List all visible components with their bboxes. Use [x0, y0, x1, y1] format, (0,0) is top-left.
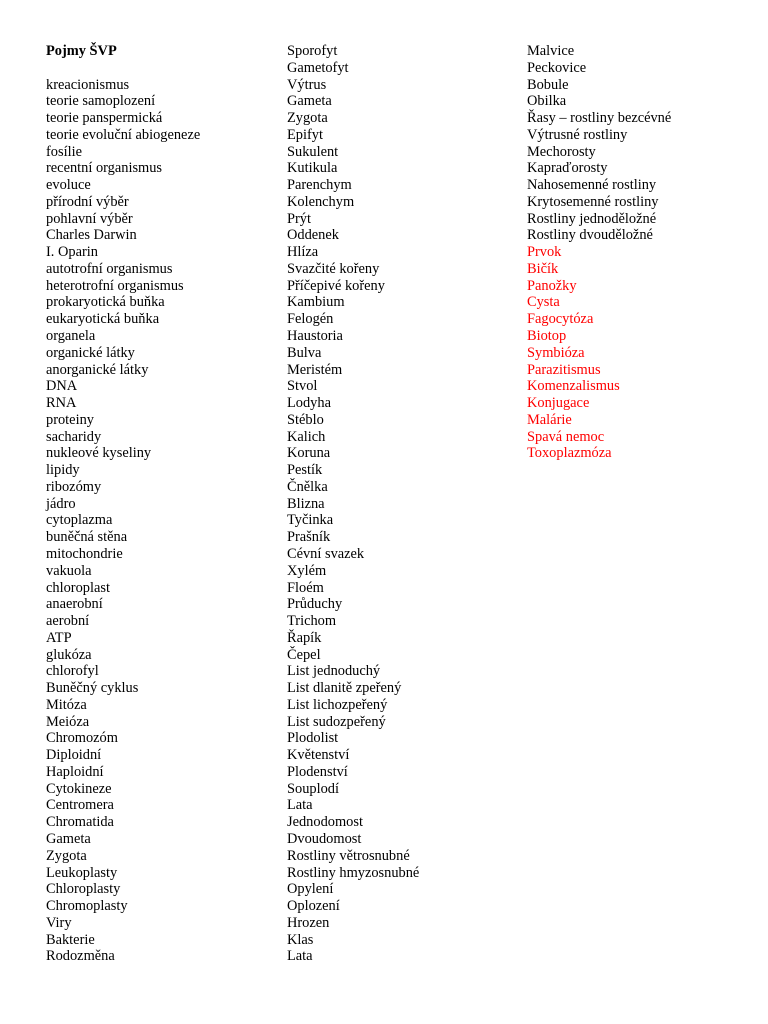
- term-item: eukaryotická buňka: [46, 311, 160, 328]
- term-item: Toxoplazmóza: [527, 445, 612, 462]
- term-item: Biotop: [527, 328, 567, 345]
- term-item: Peckovice: [527, 59, 587, 76]
- term-item: Opylení: [287, 881, 334, 898]
- term-item: List jednoduchý: [287, 663, 381, 680]
- term-item: RNA: [46, 395, 77, 412]
- term-item: cytoplazma: [46, 512, 113, 529]
- term-item: Klas: [287, 931, 314, 948]
- term-item: Plodolist: [287, 730, 339, 747]
- term-item: Diploidní: [46, 747, 102, 764]
- term-item: Buněčný cyklus: [46, 680, 139, 697]
- term-item: kreacionismus: [46, 76, 130, 93]
- term-item: Výtrus: [287, 76, 327, 93]
- term-item: Mitóza: [46, 696, 87, 713]
- term-item: Čnělka: [287, 478, 328, 495]
- term-item: chlorofyl: [46, 663, 99, 680]
- term-item: Spavá nemoc: [527, 428, 605, 445]
- term-item: Cytokineze: [46, 780, 112, 797]
- term-item: Kutikula: [287, 160, 338, 177]
- term-item: pohlavní výběr: [46, 210, 133, 227]
- term-item: Zygota: [46, 847, 87, 864]
- term-item: Kapraďorosty: [527, 160, 608, 177]
- term-item: buněčná stěna: [46, 529, 128, 546]
- column-2: [287, 43, 419, 965]
- term-item: Gameta: [287, 93, 332, 110]
- term-item: teorie panspermická: [46, 110, 163, 127]
- term-item: Xylém: [287, 562, 327, 579]
- term-item: Malvice: [527, 43, 575, 59]
- term-item: Koruna: [287, 445, 331, 462]
- term-item: Panožky: [527, 277, 577, 294]
- term-item: DNA: [46, 378, 78, 395]
- term-item: Bobule: [527, 76, 569, 93]
- term-item: Pestík: [287, 462, 323, 479]
- term-item: Meristém: [287, 361, 343, 378]
- term-item: Výtrusné rostliny: [527, 126, 628, 143]
- term-item: Cévní svazek: [287, 545, 365, 562]
- term-item: evoluce: [46, 177, 91, 194]
- term-item: List dlanitě zpeřený: [287, 680, 402, 697]
- term-item: Chromozóm: [46, 730, 118, 747]
- term-item: Rodozměna: [46, 948, 115, 965]
- term-item: vakuola: [46, 562, 92, 579]
- term-item: Krytosemenné rostliny: [527, 193, 659, 210]
- term-item: Obilka: [527, 93, 567, 110]
- term-item: Cysta: [527, 294, 560, 311]
- term-item: Gametofyt: [287, 59, 349, 76]
- term-item: Viry: [46, 914, 72, 931]
- term-item: Sukulent: [287, 143, 339, 160]
- term-item: List lichozpeřený: [287, 696, 388, 713]
- term-item: Bičík: [527, 260, 559, 277]
- term-item: Lata: [287, 797, 313, 814]
- term-item: Kolenchym: [287, 193, 355, 210]
- term-item: proteiny: [46, 411, 94, 428]
- term-item: Rostliny hmyzosnubné: [287, 864, 420, 881]
- term-item: ribozómy: [46, 478, 102, 495]
- term-item: Lodyha: [287, 395, 331, 412]
- term-item: Blizna: [287, 495, 325, 512]
- term-item: Felogén: [287, 311, 334, 328]
- term-item: Malárie: [527, 411, 572, 428]
- term-item: Centromera: [46, 797, 114, 814]
- term-item: Souplodí: [287, 780, 339, 797]
- term-item: nukleové kyseliny: [46, 445, 152, 462]
- term-item: sacharidy: [46, 428, 102, 445]
- term-item: teorie samoplození: [46, 93, 156, 110]
- term-item: Meióza: [46, 713, 90, 730]
- term-item: Kalich: [287, 428, 326, 445]
- term-item: teorie evoluční abiogeneze: [46, 126, 201, 143]
- term-item: anaerobní: [46, 596, 103, 613]
- term-item: Chloroplasty: [46, 881, 121, 898]
- term-item: Příčepivé kořeny: [287, 277, 385, 294]
- blank-line: [46, 60, 200, 77]
- term-item: Svazčité kořeny: [287, 260, 380, 277]
- term-item: chloroplast: [46, 579, 110, 596]
- term-item: jádro: [46, 495, 76, 512]
- term-item: Prýt: [287, 210, 311, 227]
- term-item: Chromatida: [46, 814, 114, 831]
- term-item: Nahosemenné rostliny: [527, 177, 657, 194]
- term-item: Květenství: [287, 747, 350, 764]
- term-item: glukóza: [46, 646, 92, 663]
- term-item: Epifyt: [287, 126, 323, 143]
- term-item: organické látky: [46, 344, 135, 361]
- term-item: přírodní výběr: [46, 193, 129, 210]
- term-item: Rostliny větrosnubné: [287, 847, 410, 864]
- term-item: Sporofyt: [287, 43, 338, 59]
- term-item: organela: [46, 328, 96, 345]
- term-item: Čepel: [287, 646, 321, 663]
- term-item: autotrofní organismus: [46, 260, 173, 277]
- term-item: Lata: [287, 948, 313, 965]
- term-item: heterotrofní organismus: [46, 277, 184, 294]
- term-item: ATP: [46, 629, 72, 646]
- term-item: Rostliny jednoděložné: [527, 210, 657, 227]
- term-item: Symbióza: [527, 344, 585, 361]
- column-1: [46, 43, 200, 965]
- term-item: Jednodomost: [287, 814, 363, 831]
- column-3: [527, 43, 671, 462]
- term-item: Bakterie: [46, 931, 95, 948]
- term-item: Parazitismus: [527, 361, 601, 378]
- term-item: Mechorosty: [527, 143, 596, 160]
- term-item: Prašník: [287, 529, 331, 546]
- term-item: Charles Darwin: [46, 227, 137, 244]
- term-item: Rostliny dvouděložné: [527, 227, 653, 244]
- term-item: Komenzalismus: [527, 378, 620, 395]
- term-item: Gameta: [46, 830, 91, 847]
- term-item: Oddenek: [287, 227, 339, 244]
- term-item: fosílie: [46, 143, 82, 160]
- term-item: Stvol: [287, 378, 318, 395]
- term-item: Prvok: [527, 244, 562, 261]
- term-item: prokaryotická buňka: [46, 294, 165, 311]
- term-item: I. Oparin: [46, 244, 98, 261]
- term-item: Hrozen: [287, 914, 330, 931]
- term-item: Parenchym: [287, 177, 352, 194]
- term-item: Dvoudomost: [287, 830, 362, 847]
- term-item: Leukoplasty: [46, 864, 118, 881]
- term-item: Fagocytóza: [527, 311, 594, 328]
- term-item: Oplození: [287, 898, 340, 915]
- term-item: Kambium: [287, 294, 345, 311]
- term-item: Haustoria: [287, 328, 343, 345]
- term-item: Tyčinka: [287, 512, 334, 529]
- term-item: mitochondrie: [46, 545, 123, 562]
- term-item: Bulva: [287, 344, 322, 361]
- term-item: Floém: [287, 579, 324, 596]
- page-title: Pojmy ŠVP: [46, 43, 117, 59]
- term-item: Řapík: [287, 629, 322, 646]
- term-item: anorganické látky: [46, 361, 149, 378]
- term-item: lipidy: [46, 462, 80, 479]
- term-item: Stéblo: [287, 411, 324, 428]
- term-item: recentní organismus: [46, 160, 163, 177]
- term-item: Konjugace: [527, 395, 590, 412]
- term-item: Průduchy: [287, 596, 343, 613]
- term-item: Haploidní: [46, 763, 104, 780]
- term-item: Řasy – rostliny bezcévné: [527, 110, 672, 127]
- term-item: aerobní: [46, 613, 90, 630]
- term-item: List sudozpeřený: [287, 713, 386, 730]
- term-item: Trichom: [287, 613, 337, 630]
- term-item: Hlíza: [287, 244, 319, 261]
- term-item: Chromoplasty: [46, 898, 128, 915]
- term-item: Plodenství: [287, 763, 348, 780]
- term-item: Zygota: [287, 110, 328, 127]
